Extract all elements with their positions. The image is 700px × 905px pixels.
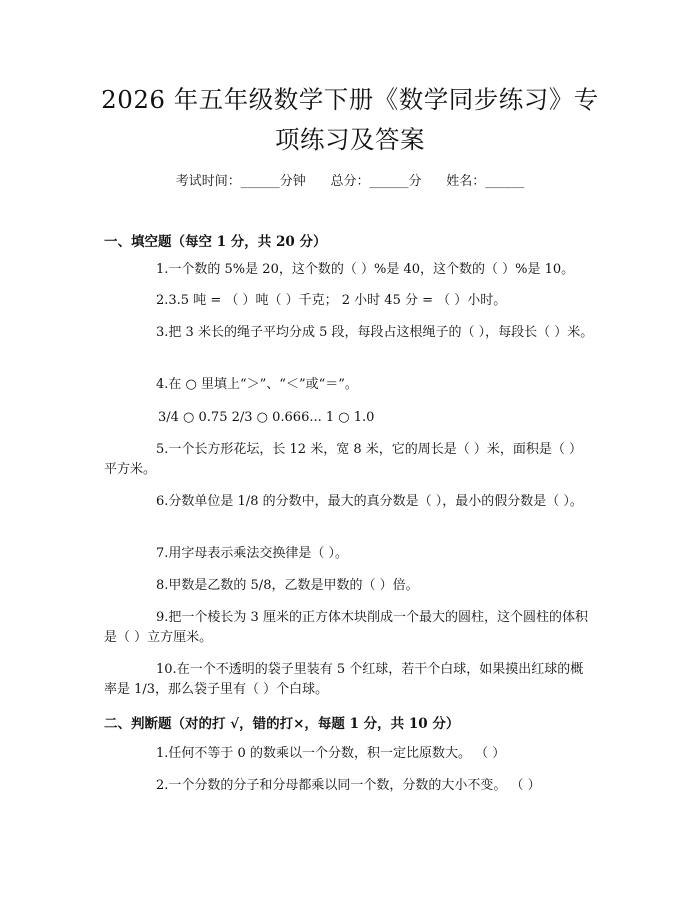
question-text: 3.5 吨 = （ ）吨（ ）千克； 2 小时 45 分 = （ ）小时。 — [168, 293, 507, 308]
question-text: 在 ○ 里填上“＞”、“＜”或“＝”。 — [168, 377, 358, 392]
document-title-line-1: 2026 年五年级数学下册《数学同步练习》专 — [101, 85, 599, 114]
question-text: 一个长方形花坛，长 12 米，宽 8 米，它的周长是（ ）米，面积是（ ）平方米。 — [104, 442, 583, 477]
question-1-2 — [104, 291, 594, 311]
question-number: 6. — [156, 494, 169, 509]
section-heading-true-false: 二、判断题（对的打 √，错的打×，每题 1 分，共 10 分） — [104, 716, 460, 732]
section-heading-fill-in: 一、填空题（每空 1 分，共 20 分） — [104, 234, 327, 250]
question-number: 7. — [156, 546, 169, 561]
question-2-2 — [104, 776, 594, 796]
question-number: 1. — [156, 746, 169, 761]
question-1-1 — [104, 260, 594, 280]
question-number: 4. — [156, 377, 169, 392]
question-text: 用字母表示乘法交换律是（ ）。 — [168, 546, 349, 561]
question-1-4 — [104, 375, 594, 395]
question-1-9 — [104, 608, 594, 648]
question-2-1 — [104, 744, 594, 764]
question-number: 9. — [156, 610, 169, 625]
question-1-10 — [104, 660, 594, 700]
question-number: 10. — [156, 662, 177, 677]
question-number: 2. — [156, 778, 169, 793]
question-number: 8. — [156, 578, 169, 593]
question-number: 5. — [156, 442, 169, 457]
question-number: 1. — [156, 262, 169, 277]
question-text: 甲数是乙数的 5/8，乙数是甲数的（ ）倍。 — [168, 578, 419, 593]
question-text: 把一个棱长为 3 厘米的正方体木块削成一个最大的圆柱，这个圆柱的体积是（ ）立方厘米。 — [104, 610, 588, 645]
question-1-6 — [104, 492, 594, 512]
question-text: 分数单位是 1/8 的分数中，最大的真分数是（ ），最小的假分数是（ ）。 — [168, 494, 583, 509]
question-text: 在一个不透明的袋子里装有 5 个红球，若干个白球，如果摸出红球的概率是 1/3，那么袋子里有（ ）个白球。 — [104, 662, 584, 697]
document-title-line-2: 项练习及答案 — [275, 125, 425, 154]
question-text: 一个分数的分子和分母都乘以同一个数，分数的大小不变。 （ ） — [168, 778, 541, 793]
question-text: 把 3 米长的绳子平均分成 5 段，每段占这根绳子的（ ），每段长（ ）米。 — [168, 325, 594, 340]
question-1-8 — [104, 576, 594, 596]
question-number: 2. — [156, 293, 169, 308]
question-1-7 — [104, 544, 594, 564]
question-1-5 — [104, 440, 594, 480]
question-number: 3. — [156, 325, 169, 340]
exam-info-line: 考试时间：______分钟 总分：______分 姓名：______ — [175, 174, 525, 189]
question-text: 一个数的 5%是 20，这个数的（ ）%是 40，这个数的（ ）%是 10。 — [168, 262, 575, 277]
question-1-3 — [104, 323, 594, 343]
comparison-items: 3/4 ○ 0.75 2/3 ○ 0.666... 1 ○ 1.0 — [158, 410, 375, 425]
question-text: 任何不等于 0 的数乘以一个分数，积一定比原数大。 （ ） — [168, 746, 506, 761]
